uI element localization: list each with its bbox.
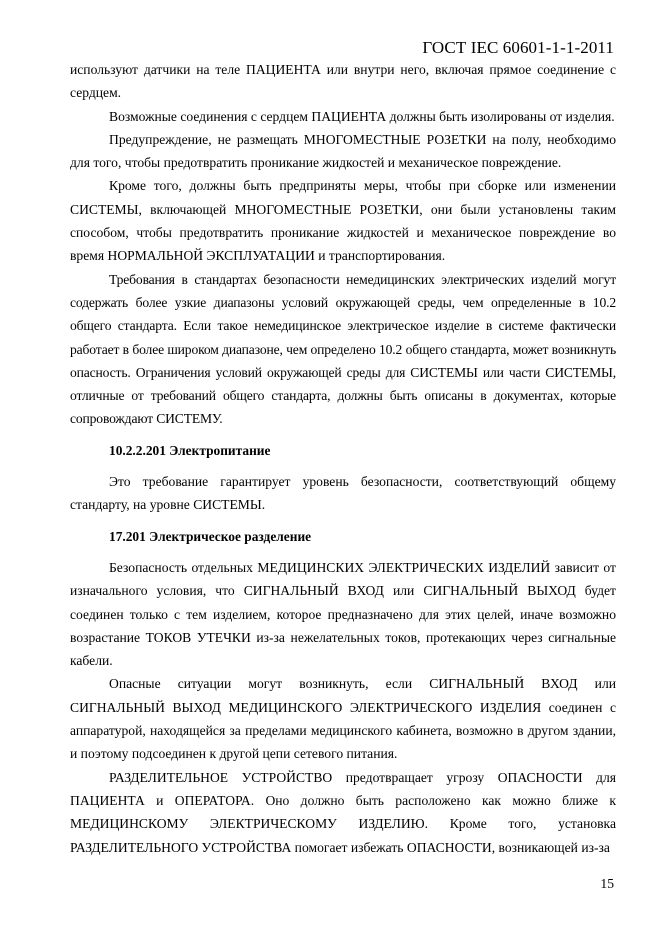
page-number: 15 bbox=[600, 876, 614, 891]
document-code-header: ГОСТ IEC 60601-1-1-2011 bbox=[422, 38, 614, 57]
paragraph-power-supply: Это требование гарантирует уровень безопасности, соответствующий общему стандарту, на уровне СИСТЕМЫ. bbox=[70, 474, 616, 513]
paragraph-assembly-measures: Кроме того, должны быть предприняты меры, чтобы при сборке или изменении СИСТЕМЫ, включающей МНОГОМЕСТНЫЕ РОЗЕТКИ, они были установлены таким способом, чтобы предотвратить проникание жидкостей и механическое повреждение во время НОРМАЛЬНОЙ ЭКСПЛУАТАЦИИ и транспортирования. bbox=[70, 178, 616, 264]
section-heading-power-supply: 10.2.2.201 Электропитание bbox=[109, 442, 271, 458]
document-body bbox=[70, 58, 616, 859]
paragraph-heart-connections: Возможные соединения с сердцем ПАЦИЕНТА должны быть изолированы от изделия. bbox=[109, 108, 615, 124]
paragraph-warning-sockets: Предупреждение, не размещать МНОГОМЕСТНЫЕ РОЗЕТКИ на полу, необходимо для того, чтобы предотвратить проникание жидкостей и механическое повреждение. bbox=[70, 131, 616, 171]
section-heading-electrical-separation: 17.201 Электрическое разделение bbox=[109, 528, 312, 544]
paragraph-separation-safety: Безопасность отдельных МЕДИЦИНСКИХ ЭЛЕКТРИЧЕСКИХ ИЗДЕЛИЙ зависит от изначального условия, что СИГНАЛЬНЫЙ ВХОД или СИГНАЛЬНЫЙ ВЫХОД будет соединен только с тем изделием, которое предназначено для этих целей, иначе возможно возрастание ТОКОВ УТЕЧКИ из-за нежелательных токов, протекающих через сигнальные кабели. bbox=[70, 559, 616, 669]
paragraph-environment-requirements: Требования в стандартах безопасности немедицинских электрических изделий могут содержать более узкие диапазоны условий окружающей среды, чем определенные в 10.2 общего стандарта. Если такое немедицинское электрическое изделие в системе фактически работает в более широком диапазоне, чем определено 10.2 общего стандарта, может возникнуть опасность. Ограничения условий окружающей среды для СИСТЕМЫ или части СИСТЕМЫ, отличные от требований общего стандарта, должны быть описаны в документах, которые сопровождают СИСТЕМУ. bbox=[70, 271, 616, 427]
paragraph-separation-device: РАЗДЕЛИТЕЛЬНОЕ УСТРОЙСТВО предотвращает угрозу ОПАСНОСТИ для ПАЦИЕНТА и ОПЕРАТОРА. Оно должно быть расположено как можно ближе к МЕДИЦИНСКОМУ ЭЛЕКТРИЧЕСКОМУ ИЗДЕЛИЮ. Кроме того, установка РАЗДЕЛИТЕЛЬНОГО УСТРОЙСТВА помогает избежать ОПАСНОСТИ, возникающей из-за bbox=[70, 769, 616, 855]
paragraph-continuation: используют датчики на теле ПАЦИЕНТА или внутри него, включая прямое соединение с сердцем. bbox=[70, 62, 616, 101]
paragraph-hazardous-situations: Опасные ситуации могут возникнуть, если СИГНАЛЬНЫЙ ВХОД или СИГНАЛЬНЫЙ ВЫХОД МЕДИЦИНСКОГО ЭЛЕКТРИЧЕСКОГО ИЗДЕЛИЯ соединен с аппаратурой, находящейся за пределами медицинского кабинета, возможно в другом здании, и поэтому подсоединен к другой цепи сетевого питания. bbox=[70, 676, 616, 762]
